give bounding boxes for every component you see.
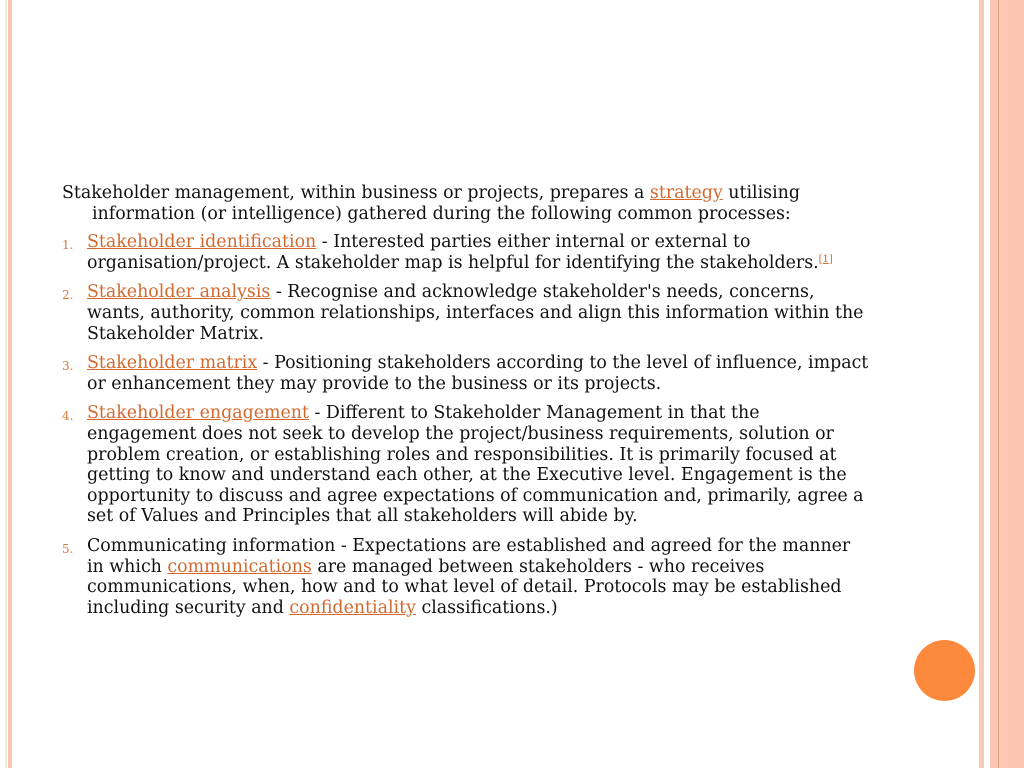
intro-text-before: Stakeholder management, within business or projects, prepares a [62,183,650,203]
list-item [62,403,872,527]
stakeholder-identification-link[interactable]: Stakeholder identification [87,232,317,253]
item-text: - Positioning stakeholders according to the level of influence, impact or enhancement they may provide to the business or its projects. [87,353,869,394]
decorative-orange-circle [914,640,975,701]
stakeholder-matrix-link[interactable]: Stakeholder matrix [87,353,258,374]
list-item [62,536,872,618]
left-decorative-stripe-accent [8,0,12,768]
list-number: 4. [62,409,74,424]
intro-text-after: utilising information (or intelligence) gathered during the following common processes: [92,183,800,224]
item-text: are managed between stakeholders - who receives communications, when, how and to what level of detail. Protocols may be established including security and [87,556,842,618]
left-decorative-stripe [5,0,7,768]
list-number: 3. [62,359,74,374]
item-text: classifications.) [415,597,558,618]
citation-ref [819,254,833,265]
list-number: 1. [62,238,74,253]
list-item [62,353,872,394]
right-decorative-stripe [979,0,984,768]
citation-link[interactable]: [1] [818,253,833,265]
item-text: - Recognise and acknowledge stakeholder's needs, concerns, wants, authority, common relationships, interfaces and align this information within the Stakeholder Matrix. [87,282,864,344]
list-number: 5. [62,541,74,556]
communications-link[interactable]: communications [167,556,312,577]
item-text: - Different to Stakeholder Management in that the engagement does not seek to develop the project/business requirements, solution or problem creation, or establishing roles and responsibilities. It is primarily focused at getting to know and understand each other, at the Executive level. Engagement is the opportunity to discuss and agree expectations of communication and, primarily, agree a set of Values and Principles that all stakeholders will abide by. [87,403,864,527]
intro-paragraph [62,183,872,224]
confidentiality-link[interactable]: confidentiality [289,597,416,618]
list-item [62,282,872,344]
item-text: - Interested parties either internal or external to organisation/project. A stakeholder map is helpful for identifying the stakeholders. [87,232,819,273]
item-text: Communicating information - Expectations are established and agreed for the manner in which [87,535,851,577]
stakeholder-engagement-link[interactable]: Stakeholder engagement [87,403,309,424]
stakeholder-analysis-link[interactable]: Stakeholder analysis [87,282,271,303]
list-number: 2. [62,288,74,303]
process-list [62,232,872,618]
right-decorative-stripe [990,0,998,768]
right-decorative-stripe [1008,0,1024,768]
right-decorative-line [998,0,999,768]
strategy-link[interactable]: strategy [649,183,723,203]
list-item [62,232,872,273]
slide-body [62,183,872,627]
